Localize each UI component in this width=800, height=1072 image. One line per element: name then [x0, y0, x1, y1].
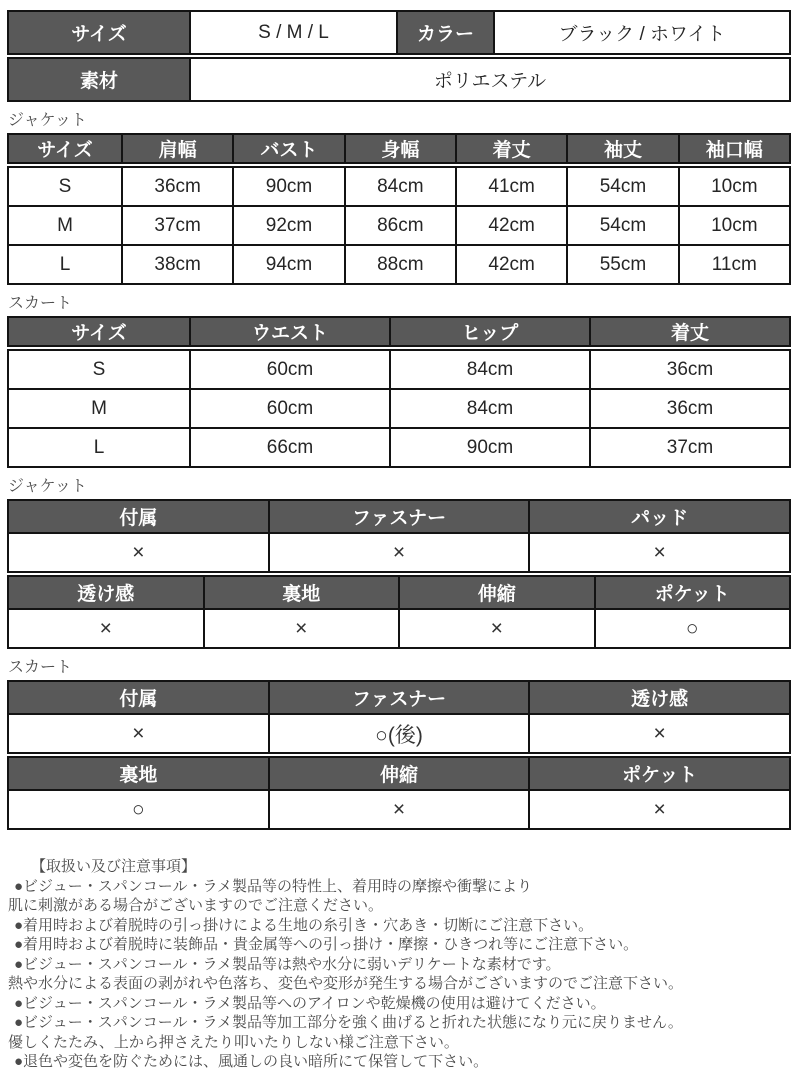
skirt-features-group-2: [7, 756, 791, 830]
value-cell: 90cm: [389, 429, 589, 466]
skirt-size-header-row: [7, 316, 791, 347]
section-label-skirt-size: スカート: [8, 295, 73, 312]
material-label-cell: 素材: [9, 59, 189, 100]
value-cell: 38cm: [121, 246, 232, 283]
table-row: [9, 168, 789, 205]
value-cell: 60cm: [189, 390, 389, 427]
skirt-features-group-1: [7, 680, 791, 754]
value-cell: ×: [203, 610, 399, 647]
value-cell: 36cm: [589, 351, 789, 388]
skirt-features-table: [7, 680, 791, 830]
value-cell: 42cm: [455, 246, 566, 283]
value-cell: ×: [528, 791, 789, 828]
value-cell: 10cm: [678, 207, 789, 244]
care-notes-title: 【取扱い及び注意事項】: [31, 858, 197, 875]
table-row: [9, 388, 789, 427]
col-header-stretch: 伸縮: [268, 758, 529, 789]
feature-header-row: [9, 758, 789, 789]
value-cell: 36cm: [121, 168, 232, 205]
col-header-cuff-width: 袖口幅: [678, 135, 789, 162]
value-cell: ×: [398, 610, 594, 647]
col-header-fastener: ファスナー: [268, 682, 529, 713]
value-cell: ○: [131, 797, 145, 821]
value-cell: ○: [594, 610, 790, 647]
skirt-size-body: [7, 349, 791, 468]
section-label-jacket-features: ジャケット: [8, 478, 87, 495]
value-cell: 84cm: [389, 351, 589, 388]
value-cell: ×: [132, 721, 145, 745]
jacket-size-body: [7, 166, 791, 285]
col-header-shoulder: 肩幅: [121, 135, 232, 162]
value-cell: 36cm: [589, 390, 789, 427]
value-cell: 66cm: [189, 429, 389, 466]
size-cell: L: [93, 436, 105, 458]
col-header-accessories: 付属: [9, 501, 268, 532]
feature-header-row: [9, 682, 789, 713]
col-header-bust: バスト: [232, 135, 343, 162]
care-note-line: ●ビジュー・スパンコール・ラメ製品等へのアイロンや乾燥機の使用は避けてください。: [14, 994, 606, 1012]
size-value-cell: S / M / L: [189, 12, 396, 53]
col-header-size: サイズ: [9, 135, 121, 162]
col-header-length: 着丈: [589, 318, 789, 345]
value-cell: 55cm: [566, 246, 677, 283]
col-header-accessories: 付属: [9, 682, 268, 713]
col-header-size: サイズ: [9, 318, 189, 345]
col-header-pad: パッド: [528, 501, 789, 532]
value-cell: ×: [132, 540, 145, 564]
care-note-line: 熱や水分による表面の剥がれや色落ち、変色や変形が発生する場合がございますのでご注意下さい。: [8, 975, 684, 992]
color-label-cell: カラー: [396, 12, 493, 53]
col-header-lining: 裏地: [203, 577, 399, 608]
value-cell: 54cm: [566, 207, 677, 244]
care-note-line: 優しくたたみ、上から押さえたり叩いたりしない様ご注意下さい。: [8, 1033, 459, 1051]
care-note-line: ●退色や変色を防ぐためには、風通しの良い暗所にて保管して下さい。: [14, 1053, 489, 1070]
care-note-line: ●ビジュー・スパンコール・ラメ製品等の特性上、着用時の摩擦や衝撃により: [14, 877, 533, 895]
care-note-line: ●ビジュー・スパンコール・ラメ製品等加工部分を強く曲げると折れた状態になり元に戻りません。: [14, 1014, 683, 1031]
value-cell: 88cm: [344, 246, 455, 283]
care-note-line: ●ビジュー・スパンコール・ラメ製品等は熱や水分に弱いデリケートな素材です。: [14, 955, 561, 973]
value-cell: ×: [528, 715, 789, 752]
feature-value-row: [9, 713, 789, 752]
value-cell: 37cm: [121, 207, 232, 244]
col-header-pocket: ポケット: [528, 758, 789, 789]
size-cell: S: [92, 358, 106, 380]
jacket-features-group-2: [7, 575, 791, 649]
color-value-cell: ブラック / ホワイト: [493, 12, 789, 53]
value-cell: 84cm: [344, 168, 455, 205]
table-row: [9, 351, 789, 388]
jacket-features-table: [7, 499, 791, 649]
col-header-stretch: 伸縮: [398, 577, 594, 608]
value-cell: 54cm: [566, 168, 677, 205]
col-header-length: 着丈: [455, 135, 566, 162]
value-cell: ×: [99, 616, 112, 640]
value-cell: 84cm: [389, 390, 589, 427]
col-header-lining: 裏地: [9, 758, 268, 789]
value-cell: 94cm: [232, 246, 343, 283]
care-note-line: ●着用時および着脱時の引っ掛けによる生地の糸引き・穴あき・切断にご注意下さい。: [14, 916, 594, 934]
value-cell: 42cm: [455, 207, 566, 244]
col-header-sleeve-length: 袖丈: [566, 135, 677, 162]
section-label-skirt-features: スカート: [8, 659, 73, 676]
care-note-line: 肌に刺激がある場合がございますのでご注意ください。: [8, 897, 384, 914]
col-header-fastener: ファスナー: [268, 501, 529, 532]
value-cell: 60cm: [189, 351, 389, 388]
jacket-features-group-1: [7, 499, 791, 573]
value-cell: ×: [528, 534, 789, 571]
size-cell: L: [59, 253, 71, 275]
col-header-pocket: ポケット: [594, 577, 790, 608]
value-cell: 10cm: [678, 168, 789, 205]
value-cell: 11cm: [678, 246, 789, 283]
jacket-size-header-row: [7, 133, 791, 164]
value-cell: 90cm: [232, 168, 343, 205]
col-header-sheerness: 透け感: [528, 682, 789, 713]
feature-header-row: [9, 501, 789, 532]
value-cell: 37cm: [589, 429, 789, 466]
table-row: [9, 244, 789, 283]
value-cell: 86cm: [344, 207, 455, 244]
feature-value-row: [9, 789, 789, 828]
info-row-size-color: [7, 10, 791, 55]
value-cell: 41cm: [455, 168, 566, 205]
col-header-body-width: 身幅: [344, 135, 455, 162]
value-cell: ×: [268, 534, 529, 571]
info-row-material: [7, 57, 791, 102]
care-notes: [7, 857, 797, 1072]
size-cell: S: [58, 175, 72, 197]
size-cell: M: [91, 397, 107, 419]
col-header-hip: ヒップ: [389, 318, 589, 345]
skirt-size-table: [7, 316, 791, 468]
feature-header-row: [9, 577, 789, 608]
product-info-table: [7, 10, 791, 102]
feature-value-row: [9, 532, 789, 571]
value-cell: ×: [268, 791, 529, 828]
value-cell: 92cm: [232, 207, 343, 244]
feature-value-row: [9, 608, 789, 647]
col-header-waist: ウエスト: [189, 318, 389, 345]
section-label-jacket-size: ジャケット: [8, 112, 87, 129]
size-label-cell: サイズ: [9, 12, 189, 53]
care-note-line: ●着用時および着脱時に装飾品・貴金属等への引っ掛け・摩擦・ひきつれ等にご注意下さい。: [14, 936, 639, 953]
material-value-cell: ポリエステル: [189, 59, 789, 100]
col-header-sheerness: 透け感: [9, 577, 203, 608]
table-row: [9, 205, 789, 244]
table-row: [9, 427, 789, 466]
size-cell: M: [57, 214, 73, 236]
jacket-size-table: [7, 133, 791, 285]
value-cell: ○(後): [268, 715, 529, 752]
